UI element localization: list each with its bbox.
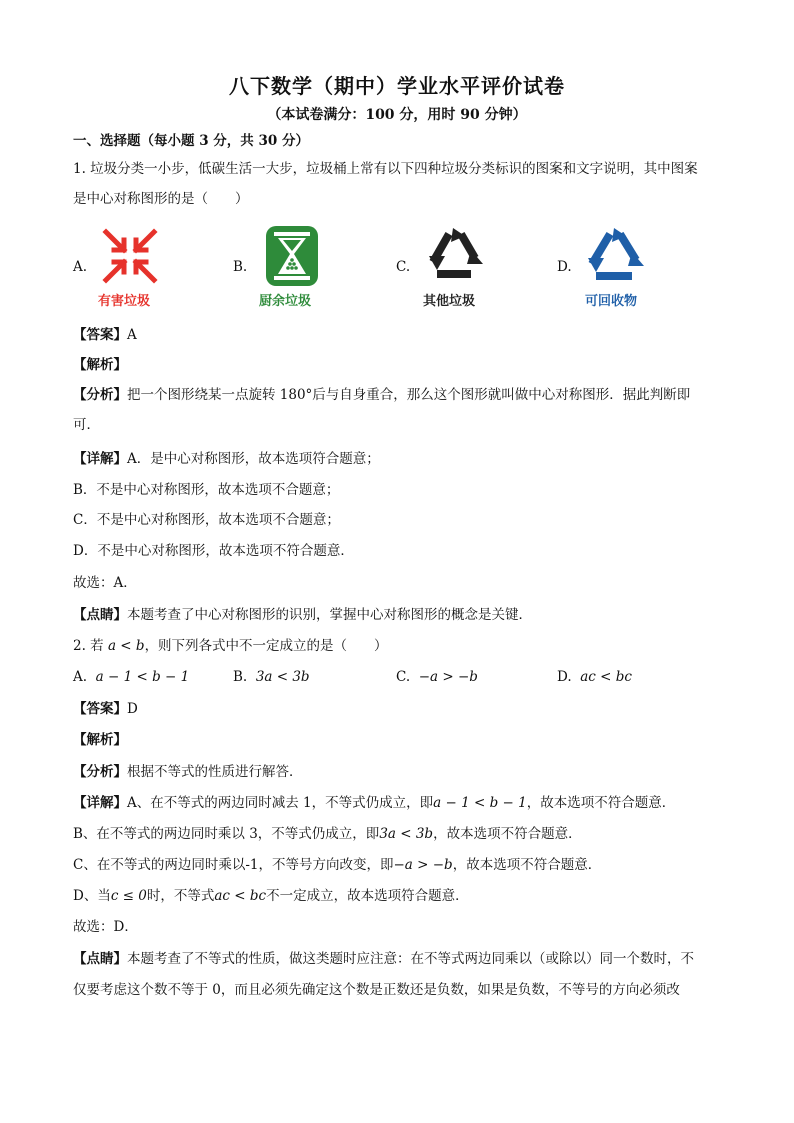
q1-stem-line2: 是中心对称图形的是（ ）	[73, 191, 249, 207]
q2-c-math: −a > −b	[393, 857, 453, 873]
q1-explain-d: D．不是中心对称图形，故本选项不符合题意．	[73, 543, 354, 559]
q2-a-post: ，故本选项不符合题意．	[526, 795, 676, 811]
q2-d-math2: ac < bc	[214, 888, 267, 904]
answer-tag: 【答案】	[73, 327, 127, 343]
q2-answer	[73, 700, 138, 718]
dianjing-text: 本题考查了中心对称图形的识别，掌握中心对称图形的概念是关键．	[127, 607, 532, 623]
q1-option-c-caption: 其他垃圾	[423, 294, 476, 309]
q2-xiangjie-c	[73, 856, 601, 874]
q2-option-b	[233, 668, 310, 686]
q2-option-a-letter: A.	[73, 669, 88, 685]
q1-answer	[73, 326, 137, 344]
q1-option-d-letter: D.	[557, 259, 572, 275]
q2-c-pre: C、在不等式的两边同时乘以-1，不等号方向改变，即	[73, 857, 394, 873]
section-heading: 一、选择题（每小题 3 分，共 30 分）	[73, 133, 309, 149]
fenxi-text: 把一个图形绕某一点旋转 180°后与自身重合，那么这个图形就叫做中心对称图形．据此判断即	[127, 387, 691, 403]
q1-option-d-caption: 可回收物	[585, 294, 638, 309]
q2-c-post: ，故本选项不符合题意．	[452, 857, 602, 873]
q2-option-c-expr: −a > −b	[418, 669, 478, 685]
q2-d-mid: 时，不等式	[146, 888, 215, 904]
other-waste-icon	[425, 226, 505, 326]
q2-d-math1: c ≤ 0	[110, 888, 147, 904]
q2-option-d-expr: ac < bc	[580, 669, 632, 685]
recyclable-icon	[584, 226, 664, 326]
q1-option-a-caption: 有害垃圾	[98, 294, 151, 309]
q2-option-c	[396, 668, 478, 686]
q1-explain-b: B．不是中心对称图形，故本选项不合题意；	[73, 482, 340, 498]
q2-dianjing	[73, 950, 694, 968]
q2-a-pre: A、在不等式的两边同时减去 1，不等式仍成立，即	[127, 795, 434, 811]
q2-fenxi	[73, 763, 303, 781]
q2-stem-prefix: 2. 若	[73, 638, 104, 654]
q2-d-pre: D、当	[73, 888, 111, 904]
q2-b-pre: B、在不等式的两边同时乘以 3，不等式仍成立，即	[73, 826, 380, 842]
q1-option-c-letter: C.	[396, 259, 411, 275]
q1-stem-line1: 1. 垃圾分类一小步，低碳生活一大步，垃圾桶上常有以下四种垃圾分类标识的图案和文字说明，其中图案	[73, 161, 698, 177]
fenxi-tag: 【分析】	[73, 764, 127, 780]
xiangjie-tag: 【详解】	[73, 451, 127, 467]
xiangjie-text: A．是中心对称图形，故本选项符合题意；	[127, 451, 380, 467]
q2-option-d-letter: D.	[557, 669, 572, 685]
page-subtitle: （本试卷满分：100 分，用时 90 分钟）	[267, 107, 527, 123]
kitchen-waste-icon	[266, 226, 346, 326]
q2-option-a-expr: a − 1 < b − 1	[95, 669, 190, 685]
q2-xiangjie-a	[73, 794, 675, 812]
q1-explain-c: C．不是中心对称图形，故本选项不合题意；	[73, 512, 340, 528]
q2-stem-math: a < b	[107, 638, 145, 654]
q2-stem-suffix: ，则下列各式中不一定成立的是（ ）	[144, 638, 388, 654]
q2-b-math: 3a < 3b	[379, 826, 434, 842]
q2-option-d	[557, 668, 632, 686]
page-title: 八下数学（期中）学业水平评价试卷	[229, 74, 565, 98]
xiangjie-tag: 【详解】	[73, 795, 127, 811]
q1-analysis-tag: 【解析】	[73, 357, 127, 373]
q1-option-b-caption: 厨余垃圾	[259, 294, 312, 309]
q2-b-post: ，故本选项不符合题意．	[433, 826, 582, 842]
answer-tag: 【答案】	[73, 701, 127, 717]
harmful-waste-icon	[100, 226, 180, 326]
q2-a-math: a − 1 < b − 1	[433, 795, 527, 811]
answer-value: D	[127, 701, 138, 717]
q1-choose: 故选：A．	[73, 575, 137, 591]
fenxi-text: 根据不等式的性质进行解答．	[127, 764, 303, 780]
q2-analysis-tag: 【解析】	[73, 732, 127, 748]
q2-option-a	[73, 668, 189, 686]
dianjing-text: 本题考查了不等式的性质，做这类题时应注意：在不等式两边同乘以（或除以）同一个数时，不	[127, 951, 694, 967]
dianjing-tag: 【点睛】	[73, 951, 127, 967]
q1-dianjing	[73, 606, 532, 624]
answer-value: A	[127, 327, 137, 343]
q2-xiangjie-b	[73, 825, 582, 843]
q2-option-b-expr: 3a < 3b	[255, 669, 310, 685]
q2-xiangjie-d	[73, 887, 469, 905]
q2-stem	[73, 637, 388, 655]
q2-dianjing-line2: 仅要考虑这个数不等于 0，而且必须先确定这个数是正数还是负数，如果是负数，不等号的方向必须改	[73, 982, 680, 998]
q2-choose: 故选：D．	[73, 919, 138, 935]
q2-option-c-letter: C.	[396, 669, 411, 685]
q2-d-post: 不一定成立，故本选项符合题意．	[266, 888, 469, 904]
fenxi-tag: 【分析】	[73, 387, 127, 403]
q1-fenxi	[73, 386, 690, 404]
q1-option-a-letter: A.	[73, 259, 88, 275]
q2-option-b-letter: B.	[233, 669, 248, 685]
q1-fenxi-line2: 可．	[73, 417, 100, 433]
q1-option-b-letter: B.	[233, 259, 248, 275]
q1-xiangjie	[73, 450, 380, 468]
dianjing-tag: 【点睛】	[73, 607, 127, 623]
